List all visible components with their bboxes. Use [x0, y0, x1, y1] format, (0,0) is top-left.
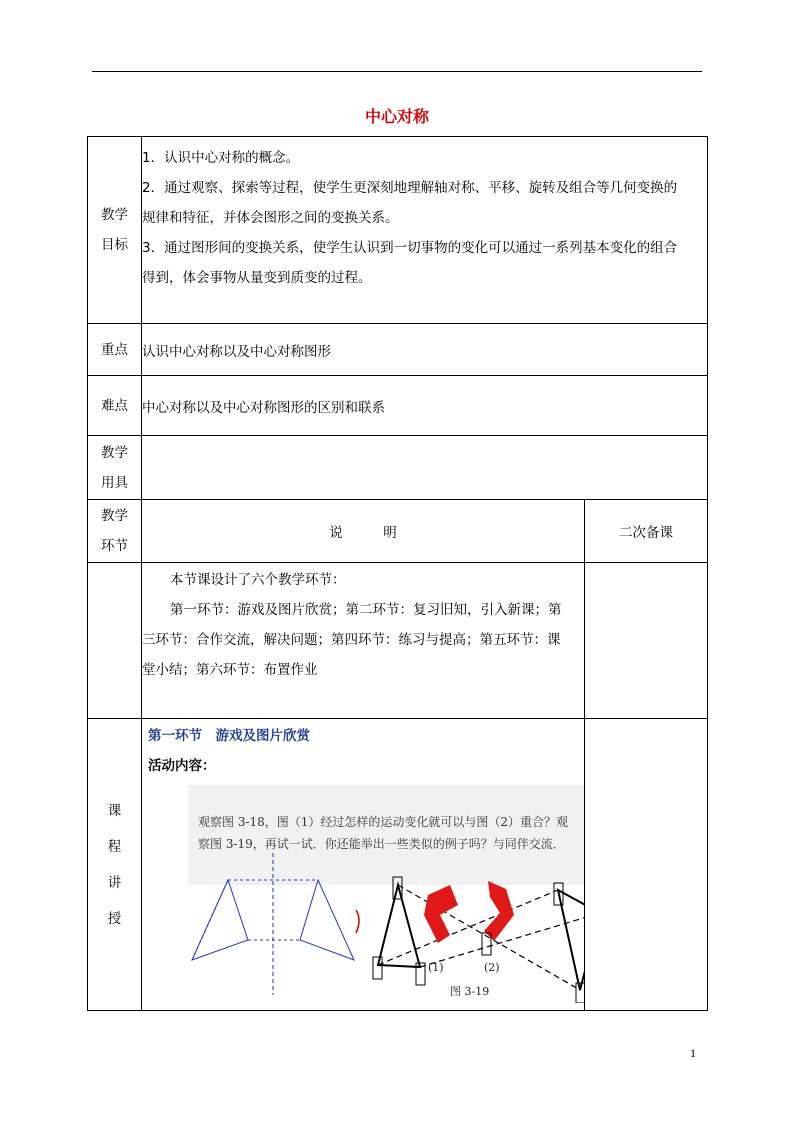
goals-row	[88, 137, 708, 324]
overview-label-cell	[88, 563, 142, 719]
page-number: 1	[690, 1046, 696, 1060]
tools-row	[88, 436, 708, 500]
steps-header-row	[88, 500, 708, 563]
overview-intro: 本节课设计了六个教学环节：	[170, 572, 346, 588]
goal-line: 2．通过观察、探索等过程，使学生更深刻地理解轴对称、平移、旋转及组合等几何变换的	[142, 180, 678, 196]
tools-label: 教学 用具	[88, 436, 142, 500]
page-title: 中心对称	[364, 107, 429, 126]
overview-row	[88, 563, 708, 719]
lecture-content	[142, 719, 585, 1011]
lecture-second-prep	[585, 719, 708, 1011]
figure-caption: 图 3-19	[450, 985, 490, 998]
black-triangle-left	[378, 885, 420, 967]
figure-label-2: (2)	[484, 961, 500, 974]
goals-content	[142, 137, 708, 324]
dashed-connector	[192, 880, 228, 960]
overview-line: 堂小结；第六环节：布置作业	[142, 662, 318, 678]
goal-line: 3．通过图形间的变换关系，使学生认识到一切事物的变化可以通过一系列基本变化的组合	[142, 240, 678, 256]
difficulty-row	[88, 376, 708, 436]
red-shape-2	[484, 881, 514, 941]
overview-content	[142, 563, 585, 719]
symmetry-drawing	[188, 785, 585, 1003]
activity-label: 活动内容：	[148, 758, 216, 774]
goals-label: 教学 目标	[88, 137, 142, 324]
overview-line: 第一环节：游戏及图片欣赏；第二环节：复习旧知，引入新课；第	[170, 602, 562, 618]
overview-second-prep	[585, 563, 708, 719]
figure-image	[188, 785, 585, 1003]
figure-label-1: (1)	[428, 961, 444, 974]
dashed-connector	[378, 890, 558, 965]
marker-box	[373, 957, 382, 979]
explain-header: 说 明	[142, 500, 585, 563]
goal-line: 1．认识中心对称的概念。	[142, 150, 300, 166]
goal-line: 得到，体会事物从量变到质变的过程。	[142, 270, 372, 286]
figure-text: 观察图 3-18，图（1）经过怎样的运动变化就可以与图（2）重合？观察图 3-19，再试一试．你还能举出一些类似的例子吗？与同伴交流．	[198, 815, 569, 851]
lecture-row	[88, 719, 708, 1011]
blue-triangle-left	[192, 880, 248, 960]
section-title: 第一环节 游戏及图片欣赏	[148, 728, 310, 744]
red-arc	[356, 910, 359, 933]
difficulty-text: 中心对称以及中心对称图形的区别和联系	[142, 376, 708, 436]
key-point-text: 认识中心对称以及中心对称图形	[142, 324, 708, 376]
second-prep-header: 二次备课	[585, 500, 708, 563]
key-point-label: 重点	[88, 324, 142, 376]
lesson-plan-table	[87, 136, 708, 1011]
tools-text	[142, 436, 708, 500]
lecture-label: 课 程 讲 授	[88, 719, 142, 1011]
blue-triangle-right	[300, 880, 354, 960]
header-rule	[92, 71, 702, 72]
key-point-row	[88, 324, 708, 376]
steps-label: 教学 环节	[88, 500, 142, 563]
overview-line: 三环节：合作交流，解决问题；第四环节：练习与提高；第五环节：课	[142, 632, 561, 648]
goal-line: 规律和特征，并体会图形之间的变换关系。	[142, 210, 399, 226]
difficulty-label: 难点	[88, 376, 142, 436]
